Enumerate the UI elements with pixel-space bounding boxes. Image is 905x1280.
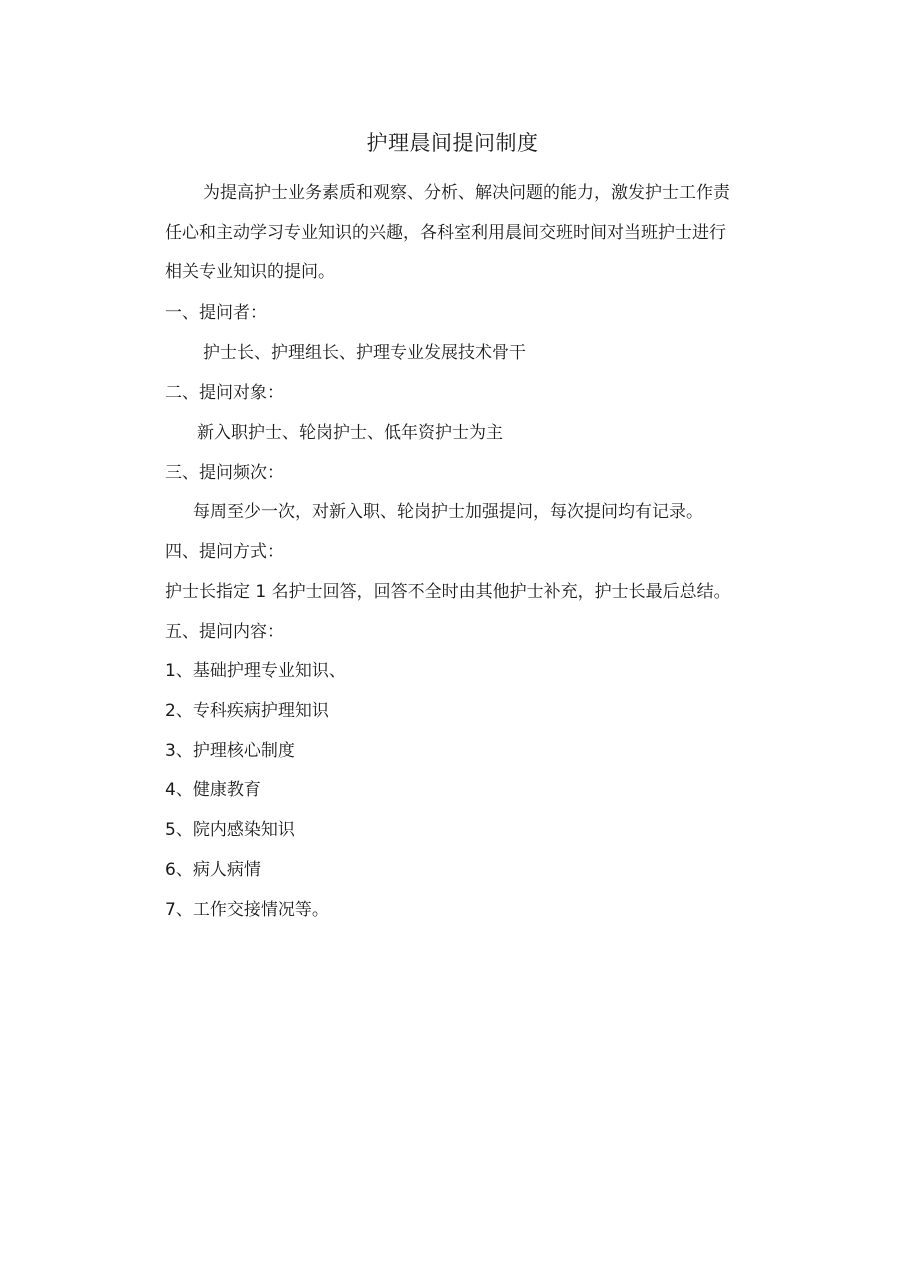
list-item: 4、健康教育 <box>165 780 261 800</box>
intro-line-3: 相关专业知识的提问。 <box>165 262 335 282</box>
section-body-method: 护士长指定 1 名护士回答，回答不全时由其他护士补充，护士长最后总结。 <box>165 582 731 602</box>
document-title: 护理晨间提问制度 <box>366 131 539 155</box>
section-heading-target: 二、提问对象： <box>165 383 284 403</box>
section-body-frequency: 每周至少一次，对新入职、轮岗护士加强提问，每次提问均有记录。 <box>193 502 703 522</box>
list-item: 1、基础护理专业知识、 <box>165 661 346 681</box>
list-item: 5、院内感染知识 <box>165 820 295 840</box>
intro-line-1: 为提高护士业务素质和观察、分析、解决问题的能力，激发护士工作责 <box>203 183 730 203</box>
list-item: 2、专科疾病护理知识 <box>165 701 329 721</box>
list-item: 6、病人病情 <box>165 860 261 880</box>
section-heading-frequency: 三、提问频次： <box>165 463 284 483</box>
section-body-target: 新入职护士、轮岗护士、低年资护士为主 <box>197 423 503 443</box>
section-body-questioner: 护士长、护理组长、护理专业发展技术骨干 <box>203 343 526 363</box>
list-item: 3、护理核心制度 <box>165 741 295 761</box>
list-item: 7、工作交接情况等。 <box>165 900 329 920</box>
section-heading-method: 四、提问方式： <box>165 542 284 562</box>
section-heading-content: 五、提问内容： <box>165 622 284 642</box>
section-heading-questioner: 一、提问者： <box>165 303 267 323</box>
intro-line-2: 任心和主动学习专业知识的兴趣，各科室利用晨间交班时间对当班护士进行 <box>165 223 726 243</box>
